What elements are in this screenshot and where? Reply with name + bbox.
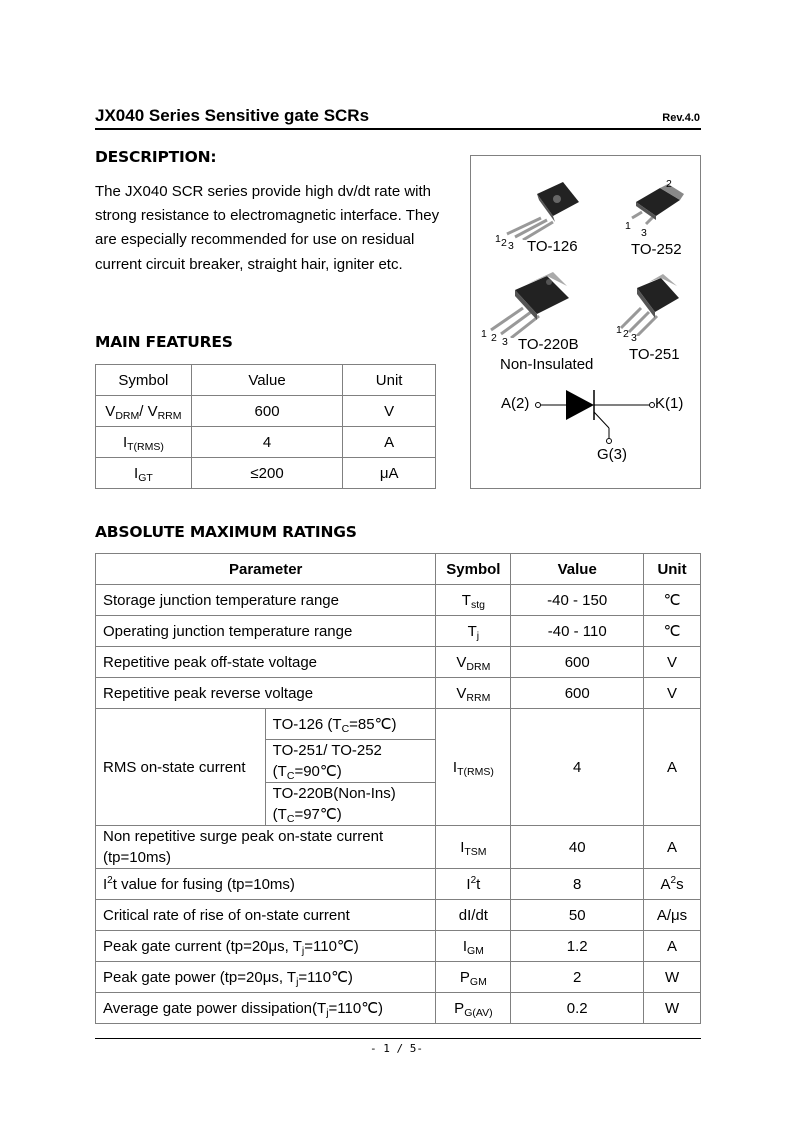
description-text: The JX040 SCR series provide high dv/dt rate with strong resistance to electromagnetic interface. They are especially recommended for use on residual current circuit breaker, straight hair, igniter etc. [95, 183, 440, 273]
to126-package-image [501, 180, 581, 240]
symbol-cell: $I_{T(RMS)}$ [436, 709, 511, 826]
unit-cell: V [644, 647, 701, 678]
pin-label: 1 [481, 328, 487, 340]
pin-label: 3 [508, 240, 514, 252]
to252-label: TO-252 [631, 241, 682, 258]
unit-cell: V [343, 396, 436, 427]
package-diagram-box [470, 155, 701, 489]
header-cell: Parameter [96, 554, 436, 585]
table-header-row [96, 365, 436, 396]
table-row [96, 826, 701, 869]
symbol-cell: $I_{GM}$ [436, 931, 511, 962]
symbol-cell: $T_j$ [436, 616, 511, 647]
value-cell: 40 [511, 826, 644, 869]
table-row [96, 458, 436, 489]
unit-cell: W [644, 993, 701, 1024]
table-row [96, 900, 701, 931]
symbol-cell: $V_{DRM}/$ $V_{RRM}$ [96, 396, 192, 427]
parameter-cell: Average gate power $dissipation(T_j=110℃)$ [96, 993, 436, 1024]
value-cell: ≤200 [191, 458, 342, 489]
table-row [96, 678, 701, 709]
value-cell: 4 [511, 709, 644, 826]
scr-schematic-symbol [531, 386, 661, 446]
to252-package-image [626, 184, 686, 229]
value-cell: 50 [511, 900, 644, 931]
parameter-cell: Operating junction temperature range [96, 616, 436, 647]
unit-cell: W [644, 962, 701, 993]
main-features-heading: MAIN FEATURES [95, 333, 233, 351]
table-row [96, 396, 436, 427]
cathode-label: K(1) [655, 395, 684, 412]
ratings-heading: ABSOLUTE MAXIMUM RATINGS [95, 523, 357, 541]
unit-cell: A [644, 709, 701, 826]
to126-label: TO-126 [527, 238, 578, 255]
footer-divider [95, 1038, 701, 1039]
unit-cell: A [343, 427, 436, 458]
table-row [96, 585, 701, 616]
header-divider [95, 128, 701, 130]
pin-label: 2 [666, 178, 672, 190]
pin-label: 2 [501, 237, 507, 249]
unit-cell: ℃ [644, 616, 701, 647]
value-cell: -40 - 150 [511, 585, 644, 616]
table-row [96, 869, 701, 900]
table-row [96, 427, 436, 458]
page-number: - 1 / 5- [370, 1042, 423, 1055]
unit-cell: V [644, 678, 701, 709]
condition-cell: TO-220B(Non-Ins) $(T_C=97℃)$ [265, 783, 436, 826]
parameter-cell: RMS on-state current [96, 709, 266, 826]
value-cell: 1.2 [511, 931, 644, 962]
revision-label: Rev.4.0 [662, 112, 700, 124]
symbol-cell: $P_{G(AV)}$ [436, 993, 511, 1024]
parameter-cell: Non repetitive surge peak on-state current (tp=10ms) [96, 826, 436, 869]
header-cell: Unit [343, 365, 436, 396]
value-cell: 600 [191, 396, 342, 427]
unit-cell: A [644, 826, 701, 869]
pin-label: 1 [625, 220, 631, 232]
symbol-cell: $T_{stg}$ [436, 585, 511, 616]
parameter-cell: Storage junction temperature range [96, 585, 436, 616]
symbol-cell: $V_{RRM}$ [436, 678, 511, 709]
parameter-cell: $I^2t$ value for fusing (tp=10ms) [96, 869, 436, 900]
pin-label: 1 [616, 324, 622, 336]
pin-label: 3 [641, 227, 647, 239]
table-row [96, 616, 701, 647]
unit-cell: ℃ [644, 585, 701, 616]
header-cell: Symbol [436, 554, 511, 585]
unit-cell: μA [343, 458, 436, 489]
table-row [96, 647, 701, 678]
value-cell: 0.2 [511, 993, 644, 1024]
pin-label: 2 [623, 328, 629, 340]
to220b-note: Non-Insulated [500, 356, 594, 373]
header-cell: Symbol [96, 365, 192, 396]
value-cell: 600 [511, 647, 644, 678]
unit-cell: $A^2s$ [644, 869, 701, 900]
parameter-cell: Peak gate current (tp=20μs, $T_j=110℃$) [96, 931, 436, 962]
parameter-cell: Peak gate power (tp=20μs, $T_j=110℃$) [96, 962, 436, 993]
main-features-table [95, 364, 436, 489]
description-heading: DESCRIPTION: [95, 148, 217, 166]
pin-label: 2 [491, 332, 497, 344]
symbol-cell: $I_{GT}$ [96, 458, 192, 489]
document-title: JX040 Series Sensitive gate SCRs [95, 106, 370, 125]
parameter-cell: Critical rate of rise of on-state current [96, 900, 436, 931]
unit-cell: A/μs [644, 900, 701, 931]
table-row [96, 709, 701, 740]
header-cell: Value [511, 554, 644, 585]
value-cell: 600 [511, 678, 644, 709]
symbol-cell: $I^2t$ [436, 869, 511, 900]
parameter-cell: Repetitive peak reverse voltage [96, 678, 436, 709]
value-cell: 2 [511, 962, 644, 993]
symbol-cell: $V_{DRM}$ [436, 647, 511, 678]
gate-label: G(3) [597, 446, 627, 463]
header-cell: Unit [644, 554, 701, 585]
to220b-package-image [483, 268, 573, 338]
condition-cell: TO-251/ TO-252 $(T_C=90℃)$ [265, 740, 436, 783]
parameter-cell: Repetitive peak off-state voltage [96, 647, 436, 678]
value-cell: -40 - 110 [511, 616, 644, 647]
table-row [96, 962, 701, 993]
table-row [96, 993, 701, 1024]
table-header-row [96, 554, 701, 585]
symbol-cell: $I_{TSM}$ [436, 826, 511, 869]
table-row [96, 931, 701, 962]
pin-label: 3 [631, 332, 637, 344]
condition-cell: TO-126 $(T_C=85℃)$ [265, 709, 436, 740]
pin-label: 1 [495, 233, 501, 245]
unit-cell: A [644, 931, 701, 962]
symbol-cell: dI/dt [436, 900, 511, 931]
symbol-cell: $P_{GM}$ [436, 962, 511, 993]
absolute-max-ratings-table [95, 553, 701, 1024]
pin-label: 3 [502, 336, 508, 348]
to251-label: TO-251 [629, 346, 680, 363]
value-cell: 4 [191, 427, 342, 458]
symbol-cell: $I_{T(RMS)}$ [96, 427, 192, 458]
to220b-label: TO-220B [518, 336, 579, 353]
anode-label: A(2) [501, 395, 530, 412]
header-cell: Value [191, 365, 342, 396]
to251-package-image [613, 274, 683, 336]
value-cell: 8 [511, 869, 644, 900]
